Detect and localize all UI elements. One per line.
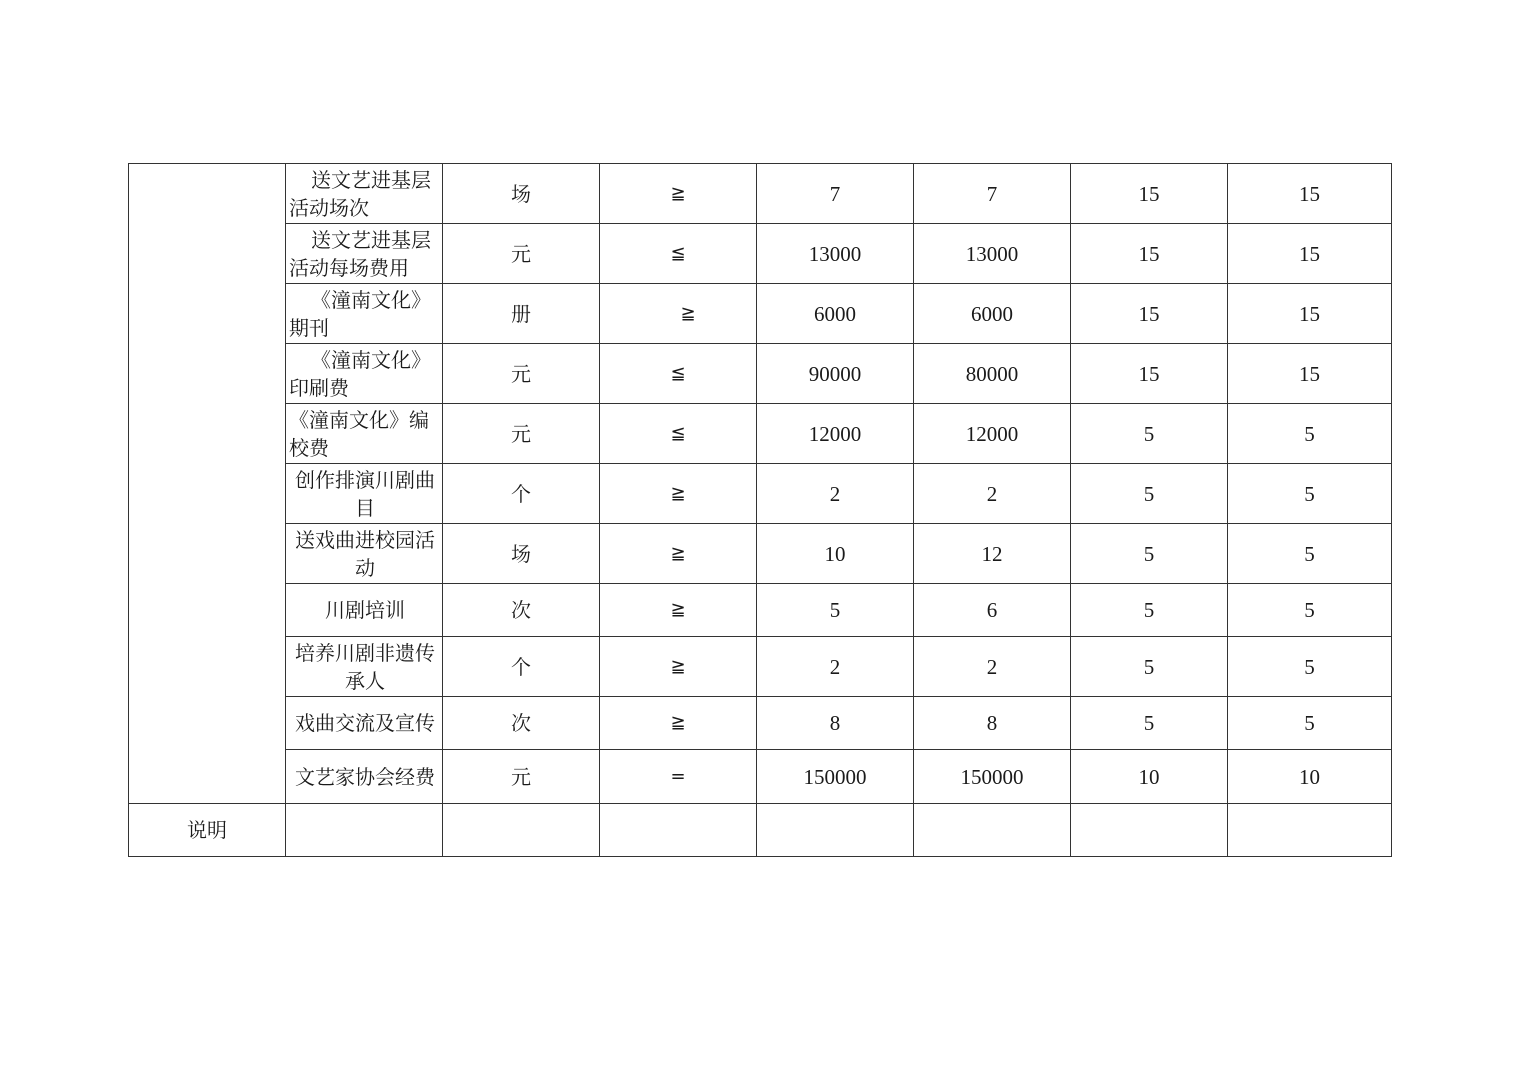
target-value-cell: 2 xyxy=(757,464,914,524)
metric-name-cell: 戏曲交流及宣传 xyxy=(286,697,443,750)
weight-cell: 15 xyxy=(1071,164,1228,224)
table-row xyxy=(129,697,1392,750)
weight-cell: 5 xyxy=(1071,637,1228,697)
table-row xyxy=(129,524,1392,584)
operator-cell: ≧ xyxy=(600,524,757,584)
target-value-cell: 150000 xyxy=(757,750,914,804)
weight-cell: 5 xyxy=(1071,404,1228,464)
table-row xyxy=(129,224,1392,284)
operator-cell: ≧ xyxy=(600,584,757,637)
notes-cell xyxy=(443,804,600,857)
weight-cell: 5 xyxy=(1071,584,1228,637)
unit-cell: 个 xyxy=(443,464,600,524)
unit-cell: 元 xyxy=(443,344,600,404)
actual-value-cell: 12 xyxy=(914,524,1071,584)
weight-cell: 15 xyxy=(1071,344,1228,404)
target-value-cell: 12000 xyxy=(757,404,914,464)
operator-cell: ≧ xyxy=(600,164,757,224)
operator-cell: ≧ xyxy=(600,697,757,750)
table-row xyxy=(129,404,1392,464)
table-row xyxy=(129,637,1392,697)
score-cell: 5 xyxy=(1228,637,1392,697)
unit-cell: 个 xyxy=(443,637,600,697)
actual-value-cell: 6 xyxy=(914,584,1071,637)
unit-cell: 元 xyxy=(443,224,600,284)
score-cell: 5 xyxy=(1228,584,1392,637)
notes-cell xyxy=(757,804,914,857)
metric-name-cell: 送戏曲进校园活 动 xyxy=(286,524,443,584)
metric-name-cell: 送文艺进基层 活动场次 xyxy=(286,164,443,224)
unit-cell: 元 xyxy=(443,404,600,464)
metric-name-cell: 《潼南文化》编 校费 xyxy=(286,404,443,464)
operator-cell: ≧ xyxy=(600,637,757,697)
table-row xyxy=(129,584,1392,637)
actual-value-cell: 2 xyxy=(914,464,1071,524)
actual-value-cell: 13000 xyxy=(914,224,1071,284)
performance-indicator-table xyxy=(128,163,1392,857)
target-value-cell: 7 xyxy=(757,164,914,224)
weight-cell: 15 xyxy=(1071,224,1228,284)
operator-cell: ≦ xyxy=(600,344,757,404)
score-cell: 5 xyxy=(1228,524,1392,584)
operator-cell: ≦ xyxy=(600,224,757,284)
target-value-cell: 6000 xyxy=(757,284,914,344)
target-value-cell: 13000 xyxy=(757,224,914,284)
metric-name-cell: 创作排演川剧曲 目 xyxy=(286,464,443,524)
unit-cell: 元 xyxy=(443,750,600,804)
actual-value-cell: 2 xyxy=(914,637,1071,697)
metric-name-cell: 送文艺进基层 活动每场费用 xyxy=(286,224,443,284)
notes-label: 说明 xyxy=(129,804,286,857)
actual-value-cell: 6000 xyxy=(914,284,1071,344)
target-value-cell: 2 xyxy=(757,637,914,697)
weight-cell: 5 xyxy=(1071,464,1228,524)
table-row xyxy=(129,464,1392,524)
weight-cell: 15 xyxy=(1071,284,1228,344)
score-cell: 15 xyxy=(1228,284,1392,344)
actual-value-cell: 80000 xyxy=(914,344,1071,404)
table-row xyxy=(129,750,1392,804)
notes-cell xyxy=(286,804,443,857)
score-cell: 5 xyxy=(1228,697,1392,750)
target-value-cell: 10 xyxy=(757,524,914,584)
notes-cell xyxy=(600,804,757,857)
metric-name-cell: 《潼南文化》 印刷费 xyxy=(286,344,443,404)
metric-name-cell: 《潼南文化》 期刊 xyxy=(286,284,443,344)
unit-cell: 册 xyxy=(443,284,600,344)
score-cell: 5 xyxy=(1228,404,1392,464)
weight-cell: 5 xyxy=(1071,697,1228,750)
operator-cell: = xyxy=(600,750,757,804)
actual-value-cell: 7 xyxy=(914,164,1071,224)
target-value-cell: 5 xyxy=(757,584,914,637)
unit-cell: 场 xyxy=(443,164,600,224)
notes-cell xyxy=(1228,804,1392,857)
score-cell: 15 xyxy=(1228,164,1392,224)
weight-cell: 5 xyxy=(1071,524,1228,584)
notes-row xyxy=(129,804,1392,857)
unit-cell: 次 xyxy=(443,697,600,750)
score-cell: 15 xyxy=(1228,224,1392,284)
actual-value-cell: 8 xyxy=(914,697,1071,750)
target-value-cell: 8 xyxy=(757,697,914,750)
notes-cell xyxy=(914,804,1071,857)
metric-name-cell: 文艺家协会经费 xyxy=(286,750,443,804)
unit-cell: 次 xyxy=(443,584,600,637)
score-cell: 10 xyxy=(1228,750,1392,804)
score-cell: 5 xyxy=(1228,464,1392,524)
notes-cell xyxy=(1071,804,1228,857)
table-row xyxy=(129,164,1392,224)
target-value-cell: 90000 xyxy=(757,344,914,404)
table-row xyxy=(129,284,1392,344)
metric-name-cell: 培养川剧非遗传 承人 xyxy=(286,637,443,697)
operator-cell: ≦ xyxy=(600,404,757,464)
metric-name-cell: 川剧培训 xyxy=(286,584,443,637)
unit-cell: 场 xyxy=(443,524,600,584)
weight-cell: 10 xyxy=(1071,750,1228,804)
operator-cell: ≧ xyxy=(600,464,757,524)
category-cell xyxy=(129,164,286,804)
actual-value-cell: 12000 xyxy=(914,404,1071,464)
score-cell: 15 xyxy=(1228,344,1392,404)
operator-cell: ≧ xyxy=(600,284,757,344)
actual-value-cell: 150000 xyxy=(914,750,1071,804)
table-row xyxy=(129,344,1392,404)
